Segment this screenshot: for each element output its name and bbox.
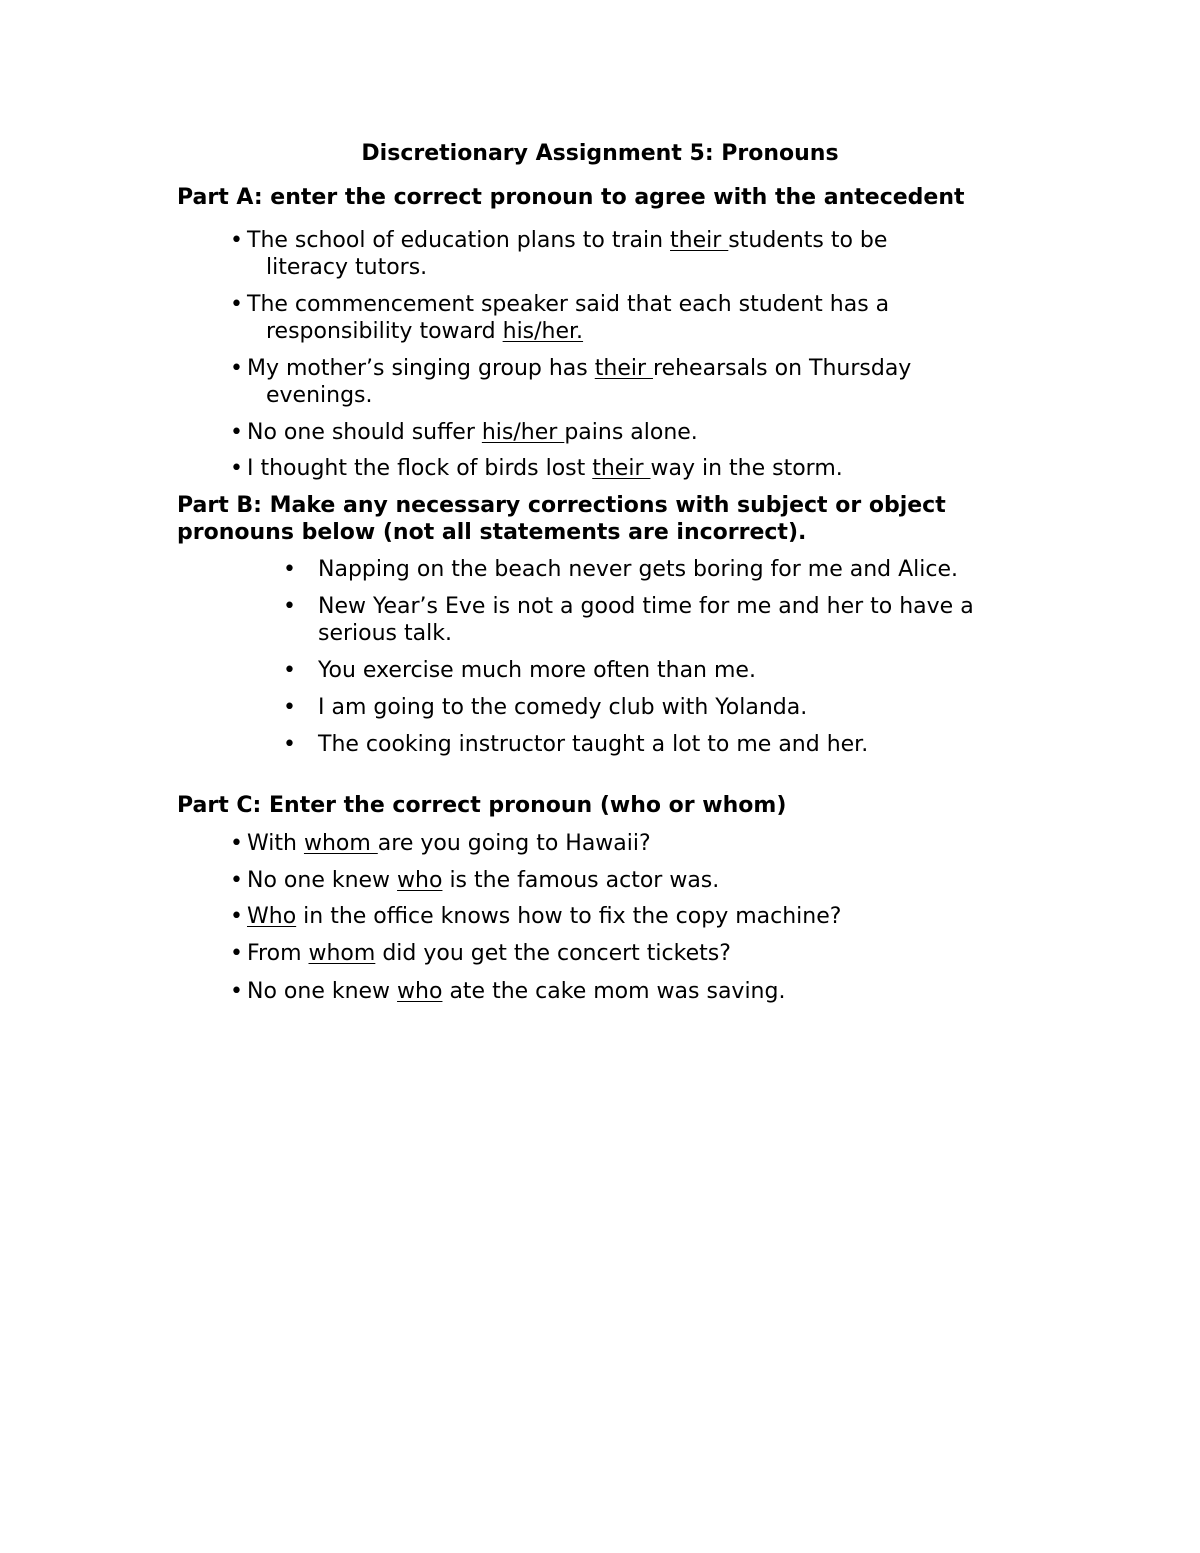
part-c-item <box>230 903 841 930</box>
bullet: • <box>230 456 243 481</box>
sentence-text: pains alone. <box>564 420 698 445</box>
bullet: • <box>230 356 243 381</box>
sentence-continuation: evenings. <box>266 383 373 408</box>
answer-text: who <box>397 868 443 893</box>
bullet: • <box>283 732 296 757</box>
part-b-heading-line: pronouns below (not all statements are incorrect). <box>177 520 807 545</box>
bullet: • <box>230 831 243 856</box>
sentence-continuation: literacy tutors. <box>266 255 428 280</box>
part-c-item <box>230 978 785 1005</box>
answer-text: their <box>594 356 654 381</box>
sentence-text: Napping on the beach never gets boring for me and Alice. <box>318 557 959 582</box>
sentence-text: did you get the concert tickets? <box>375 941 731 966</box>
sentence-text: The school of education plans to train <box>247 228 671 253</box>
sentence-text: New Year’s Eve is not a good time for me and her to have a <box>318 594 974 619</box>
part-a-item <box>230 355 911 409</box>
sentence-text: responsibility toward <box>266 319 503 344</box>
part-b-item <box>283 593 974 647</box>
sentence-text: No one should suffer <box>247 420 482 445</box>
sentence-text: ate the cake mom was saving. <box>442 979 786 1004</box>
sentence-text: My mother’s singing group has <box>247 356 595 381</box>
bullet: • <box>230 420 243 445</box>
sentence-text: I am going to the comedy club with Yolanda. <box>318 695 808 720</box>
sentence-text: students to be <box>728 228 888 253</box>
answer-text: his/her. <box>502 319 584 344</box>
part-b-heading-line: Part B: Make any necessary corrections with subject or object <box>177 493 946 518</box>
part-b-heading <box>177 492 1047 546</box>
part-c-item <box>230 867 719 894</box>
bullet: • <box>230 904 243 929</box>
bullet: • <box>283 594 296 619</box>
bullet: • <box>283 695 296 720</box>
sentence-text: rehearsals on Thursday <box>653 356 912 381</box>
sentence-text: With <box>247 831 304 856</box>
sentence-text: in the office knows how to fix the copy machine? <box>296 904 842 929</box>
part-b-item <box>283 731 868 758</box>
part-a-item <box>230 419 698 446</box>
part-a-item <box>230 227 887 281</box>
bullet: • <box>230 979 243 1004</box>
sentence-text: No one knew <box>247 979 398 1004</box>
sentence-continuation <box>230 318 889 345</box>
answer-text: his/her <box>481 420 565 445</box>
part-c-heading: Part C: Enter the correct pronoun (who or whom) <box>177 793 787 818</box>
bullet: • <box>230 941 243 966</box>
answer-text: their <box>670 228 729 253</box>
part-c-item <box>230 830 651 857</box>
sentence-text: From <box>247 941 309 966</box>
part-a-item <box>230 291 889 345</box>
sentence-text: No one knew <box>247 868 398 893</box>
part-b-item <box>283 694 807 721</box>
sentence-text: You exercise much more often than me. <box>318 658 756 683</box>
answer-text: who <box>397 979 443 1004</box>
part-c-item <box>230 940 731 967</box>
bullet: • <box>283 557 296 582</box>
answer-text: whom <box>308 941 376 966</box>
sentence-text: is the famous actor was. <box>442 868 720 893</box>
sentence-text: way in the storm. <box>650 456 843 481</box>
sentence-text: I thought the flock of birds lost <box>247 456 593 481</box>
bullet: • <box>283 658 296 683</box>
sentence-text: The commencement speaker said that each student has a <box>247 292 890 317</box>
sentence-continuation: serious talk. <box>318 621 452 646</box>
sentence-text: are you going to Hawaii? <box>377 831 651 856</box>
bullet: • <box>230 868 243 893</box>
document-title: Discretionary Assignment 5: Pronouns <box>361 141 839 166</box>
answer-text: whom <box>303 831 378 856</box>
part-b-item <box>283 556 958 583</box>
answer-text: their <box>592 456 651 481</box>
sentence-text: The cooking instructor taught a lot to me and her. <box>318 732 869 757</box>
part-b-item <box>283 657 756 684</box>
bullet: • <box>230 228 243 253</box>
part-a-heading: Part A: enter the correct pronoun to agree with the antecedent <box>177 185 965 210</box>
answer-text: Who <box>247 904 297 929</box>
bullet: • <box>230 292 243 317</box>
part-a-item <box>230 455 843 482</box>
